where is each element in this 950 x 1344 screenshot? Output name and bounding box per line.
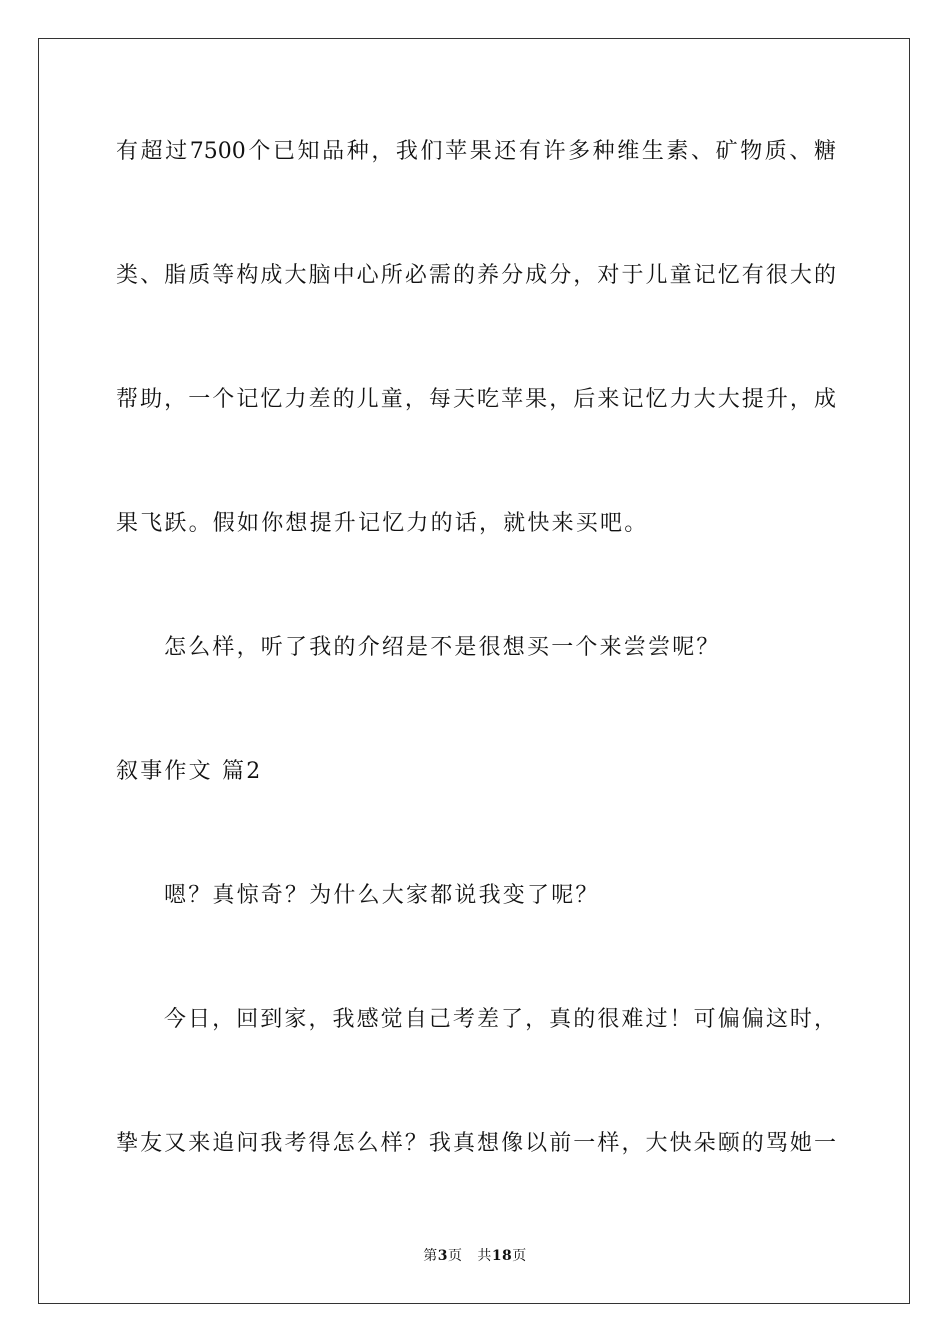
body-line-6: 嗯？真惊奇？为什么大家都说我变了呢？ [164,883,600,908]
footer-total-prefix: 共 [477,1248,492,1264]
body-line-1: 有超过7500个已知品种，我们苹果还有许多种维生素、矿物质、糖 [116,139,836,164]
body-line-4: 果飞跃。假如你想提升记忆力的话，就快来买吧。 [116,511,649,536]
footer-total-suffix: 页 [512,1248,527,1264]
footer-page-suffix: 页 [447,1248,463,1264]
body-line-7: 今日，回到家，我感觉自己考差了，真的很难过！可偏偏这时， [164,1007,836,1032]
body-line-2: 类、脂质等构成大脑中心所必需的养分成分，对于儿童记忆有很大的 [116,263,836,288]
footer-page-number: 3 [437,1248,448,1264]
body-line-8: 挚友又来追问我考得怎么样？我真想像以前一样，大快朵颐的骂她一 [116,1131,836,1156]
page-border [38,38,910,1304]
body-line-5: 怎么样，听了我的介绍是不是很想买一个来尝尝呢？ [164,635,721,660]
section-heading: 叙事作文 篇2 [116,759,263,784]
footer-page-prefix: 第 [423,1248,438,1264]
page-footer [0,1246,950,1266]
footer-total-pages: 18 [491,1248,513,1264]
body-line-3: 帮助，一个记忆力差的儿童，每天吃苹果，后来记忆力大大提升，成 [116,387,836,412]
